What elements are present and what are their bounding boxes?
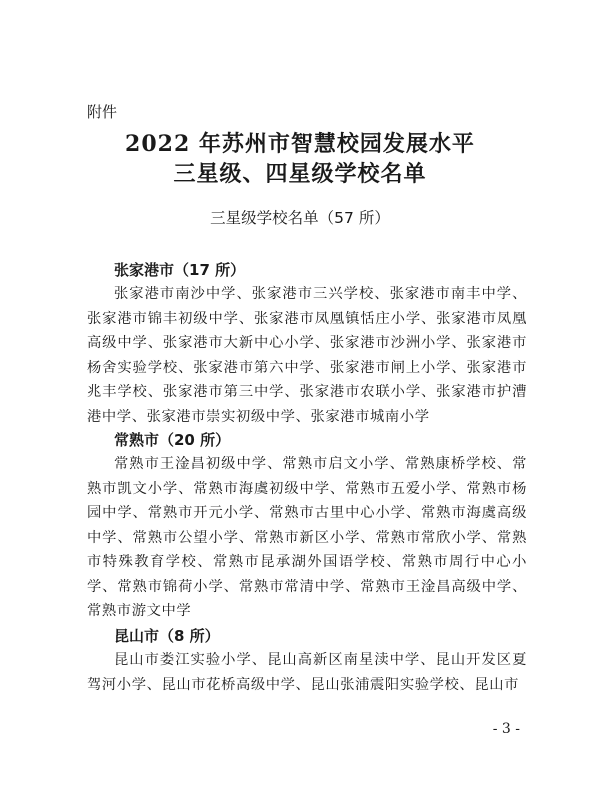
- section-subtitle: 三星级学校名单（57 所）: [210, 209, 390, 227]
- school-list: 张家港市南沙中学、张家港市三兴学校、张家港市南丰中学、张家港市锦丰初级中学、张家港市凤凰镇恬庄小学、张家港市凤凰高级中学、张家港市大新中心小学、张家港市沙洲小学、张家港市杨舍实验学校、张家港市第六中学、张家港市闸上小学、张家港市兆丰学校、张家港市第三中学、张家港市农联小学、张家港市护漕港中学、张家港市崇实初级中学、张家港市城南小学: [87, 286, 527, 425]
- school-list: 常熟市王淦昌初级中学、常熟市启文小学、常熟康桥学校、常熟市凯文小学、常熟市海虞初级中学、常熟市五爱小学、常熟市杨园中学、常熟市开元小学、常熟市古里中心小学、常熟市海虞高级中学、常熟市公望小学、常熟市新区小学、常熟市常欣小学、常熟市特殊教育学校、常熟市昆承湖外国语学校、常熟市周行中心小学、常熟市锦荷小学、常熟市常清中学、常熟市王淦昌高级中学、常熟市游文中学: [87, 456, 527, 619]
- attachment-label: 附件: [87, 103, 118, 121]
- page-title-line-1: 2022 年苏州市智慧校园发展水平: [125, 131, 475, 157]
- city-section-zhangjiagang: [87, 258, 527, 429]
- page-number: - 3 -: [492, 721, 520, 737]
- city-heading: 张家港市（17 所）: [114, 261, 246, 279]
- city-heading: 昆山市（8 所）: [114, 627, 220, 645]
- city-section-changshu: [87, 428, 527, 624]
- school-list: 昆山市娄江实验小学、昆山高新区南星渎中学、昆山开发区夏驾河小学、昆山市花桥高级中学、昆山张浦震阳实验学校、昆山市: [87, 652, 527, 693]
- city-section-kunshan: [87, 624, 527, 697]
- page-title-line-2: 三星级、四星级学校名单: [173, 161, 427, 187]
- city-heading: 常熟市（20 所）: [114, 431, 231, 449]
